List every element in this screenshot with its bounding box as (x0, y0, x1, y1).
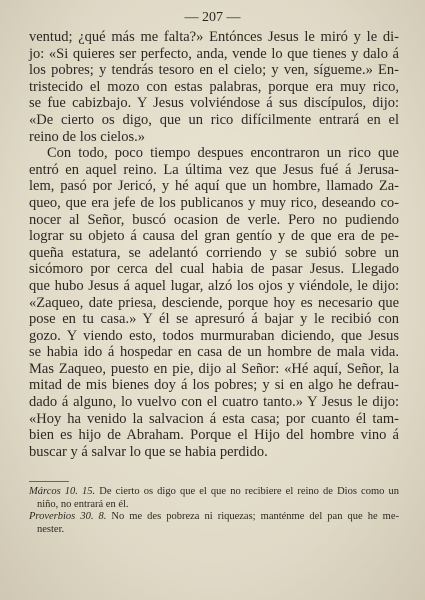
text-line: queo, que era jefe de los publicanos y muy rico, deseando co- (29, 194, 399, 211)
footnote-reference: Proverbios 30. 8. (29, 511, 107, 522)
text-line: lograr su objeto á causa del gran gentío y de que era de pe- (29, 228, 399, 245)
text-line: «De cierto os digo, que un rico difícilmente entrará en el (29, 111, 399, 128)
footnote-text: De cierto os digo que el que no recibiere el reino de Dios como un (95, 486, 399, 497)
text-line: pose en tu casa.» Y él se apresuró á bajar y le recibió con (29, 311, 399, 328)
footnote-line: nester. (37, 523, 65, 535)
text-line: Con todo, poco tiempo despues encontraron un rico que (47, 145, 399, 162)
text-line: jo: «Si quieres ser perfecto, anda, vende lo que tienes y dalo á (29, 45, 399, 62)
text-line: ventud; ¿qué más me falta?» Entónces Jesus le miró y le di- (29, 29, 399, 45)
text-line: se fue cabizbajo. Y Jesus volviéndose á sus discípulos, dijo: (29, 95, 399, 112)
paragraph-1 (29, 29, 399, 145)
text-line: queña estatura, se adelantó corriendo y se subió sobre un (29, 244, 399, 261)
footnote-text: No me des pobreza ni riquezas; manténme del pan que he me- (106, 511, 399, 522)
footnotes (29, 486, 399, 536)
footnote-line (29, 511, 399, 524)
text-line: tristecido el mozo con estas palabras, porque era muy rico, (29, 78, 399, 95)
text-line: «Zaqueo, date priesa, desciende, porque hoy es necesario que (29, 294, 399, 311)
text-line: se habia ido á hospedar en casa de un hombre de mala vida. (29, 344, 399, 361)
text-line: Mas Zaqueo, puesto en pie, dijo al Señor: «Hé aquí, Señor, la (29, 360, 399, 377)
text-line: entró en aquel reino. La última vez que Jesus fué á Jerusa- (29, 161, 399, 178)
text-line: mitad de mis bienes doy á los pobres; y si en algo he defrau- (29, 377, 399, 394)
footnote-1 (29, 486, 399, 511)
body-text (29, 29, 399, 460)
text-line: dado á alguno, lo vuelvo con el cuatro tanto.» Y Jesus le dijo: (29, 394, 399, 411)
footnote-line (29, 486, 399, 499)
text-line: que hubo Jesus á aquel lugar, alzó los ojos y viéndole, le dijo: (29, 277, 399, 294)
text-line: los pobres; y tendrás tesoro en el cielo; y ven, sígueme.» En- (29, 62, 399, 79)
footnote-2 (29, 511, 399, 536)
text-line: sicómoro por cerca del cual habia de pasar Jesus. Llegado (29, 261, 399, 278)
text-line: gozo. Y viendo esto, todos murmuraban diciendo, que Jesus (29, 327, 399, 344)
text-line: buscar y á salvar lo que se habia perdido. (29, 443, 268, 460)
text-line: reino de los cielos.» (29, 128, 145, 145)
page-number: — 207 — (184, 10, 241, 25)
text-line: «Hoy ha venido la salvacion á esta casa; por cuanto él tam- (29, 410, 399, 427)
text-line: nocer al Señor, buscó ocasion de verle. Pero no pudiendo (29, 211, 399, 228)
footnote-reference: Márcos 10. 15. (29, 486, 96, 497)
text-line: lem, pasó por Jericó, y hé aquí que un hombre, llamado Za- (29, 178, 399, 195)
footnote-line: niño, no entrará en él. (37, 498, 129, 510)
footnote-divider (29, 481, 69, 482)
text-line: bien es hijo de Abraham. Porque el Hijo del hombre vino á (29, 427, 399, 444)
paragraph-2 (29, 145, 399, 460)
